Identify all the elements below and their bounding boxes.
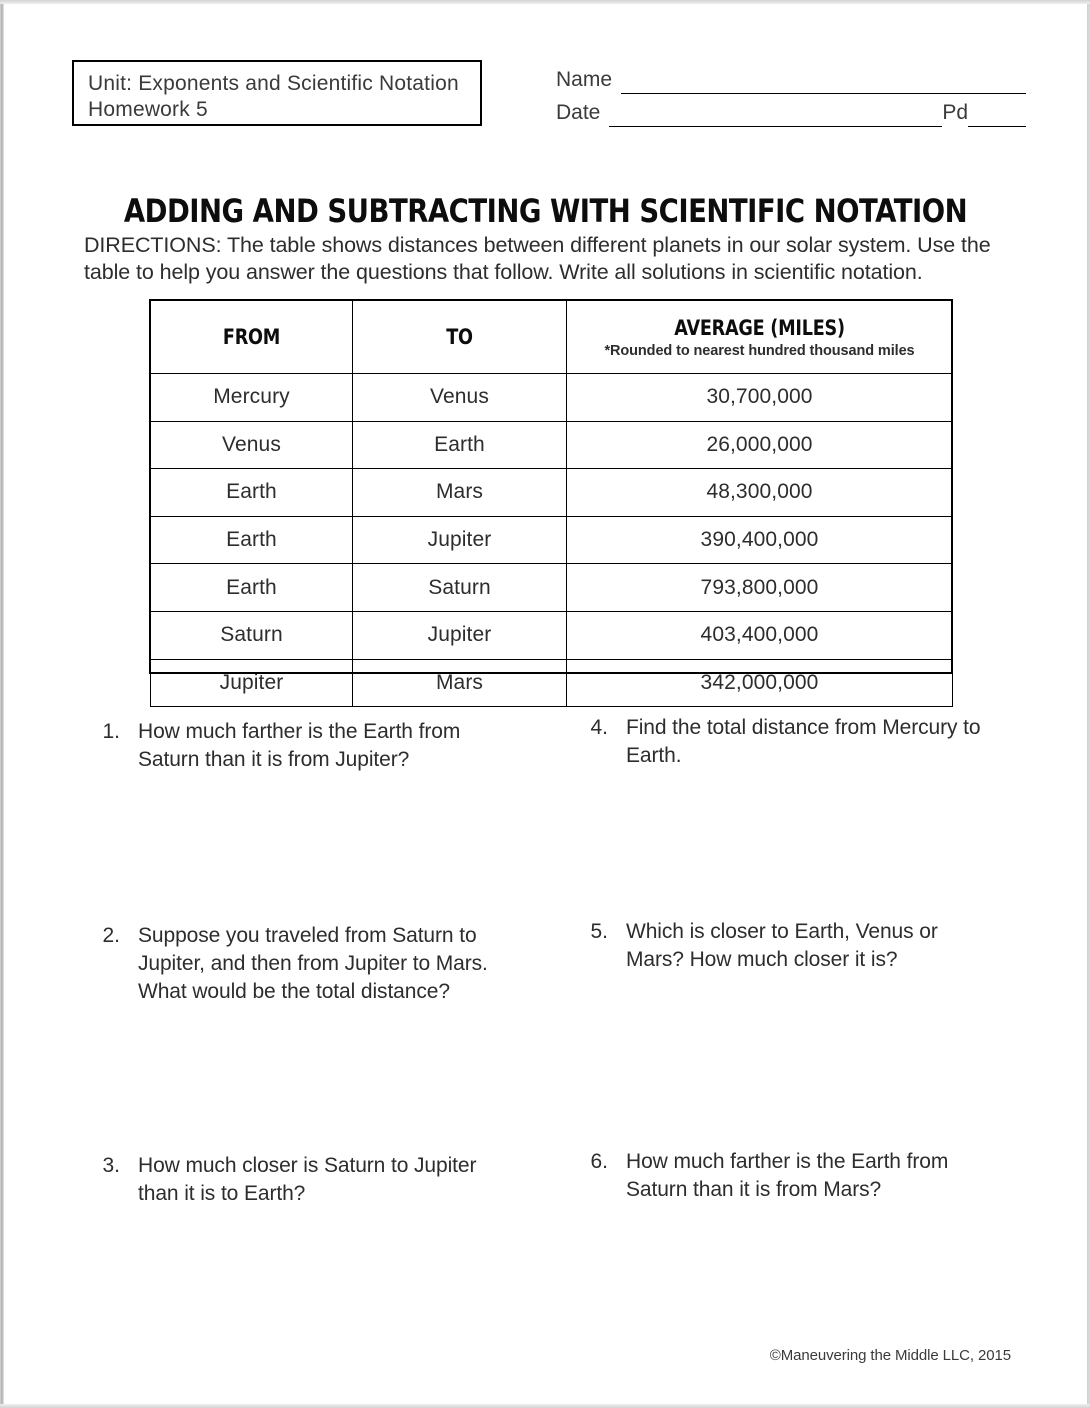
name-input[interactable]: [621, 69, 1026, 94]
cell-average: 30,700,000: [567, 374, 953, 422]
pd-label: Pd: [942, 101, 968, 124]
cell-to: Saturn: [353, 564, 567, 612]
directions-text: DIRECTIONS: The table shows distances between different planets in our solar system. Use the table to help you answer the questions that follow. Write all solutions in scientific notation.: [84, 233, 991, 284]
table-row: [151, 659, 953, 707]
page-edge-bottom: [0, 1404, 1090, 1408]
table-row: [151, 469, 953, 517]
table-row: [151, 516, 953, 564]
column-header-from: FROM: [151, 301, 353, 374]
cell-average: 390,400,000: [567, 516, 953, 564]
question-5-text: Which is closer to Earth, Venus or Mars? How much closer it is?: [626, 920, 938, 971]
question-1-text: How much farther is the Earth from Saturn than it is from Jupiter?: [138, 720, 461, 771]
question-4-text: Find the total distance from Mercury to Earth.: [626, 716, 981, 767]
table-row: [151, 564, 953, 612]
table-row: [151, 611, 953, 659]
unit-info-box: [72, 60, 482, 126]
cell-from: Saturn: [151, 611, 353, 659]
question-3: [82, 1152, 512, 1208]
name-field-row: [556, 61, 1026, 94]
question-4-number: 4.: [590, 716, 608, 739]
cell-to: Mars: [353, 659, 567, 707]
question-6-text: How much farther is the Earth from Saturn than it is from Mars?: [626, 1150, 949, 1201]
average-rounding-note: *Rounded to nearest hundred thousand miles: [604, 342, 915, 359]
cell-to: Earth: [353, 421, 567, 469]
cell-average: 342,000,000: [567, 659, 953, 707]
question-2-text: Suppose you traveled from Saturn to Jupiter, and then from Jupiter to Mars. What would be the total distance?: [138, 924, 488, 1003]
question-5-number: 5.: [590, 920, 608, 943]
question-3-number: 3.: [102, 1154, 120, 1177]
date-field-row: [556, 94, 1026, 127]
column-header-average: AVERAGE (MILES) *Rounded to nearest hundred thousand miles: [567, 301, 953, 374]
cell-to: Jupiter: [353, 516, 567, 564]
cell-from: Earth: [151, 469, 353, 517]
name-label: Name: [556, 68, 613, 91]
unit-name: Unit: Exponents and Scientific Notation: [88, 72, 459, 95]
table-row: [151, 421, 953, 469]
question-6-number: 6.: [590, 1150, 608, 1173]
cell-average: 793,800,000: [567, 564, 953, 612]
table-header-row: [151, 301, 953, 374]
page-title: ADDING AND SUBTRACTING WITH SCIENTIFIC NOTATION: [123, 192, 968, 230]
cell-from: Jupiter: [151, 659, 353, 707]
pd-input[interactable]: [968, 102, 1026, 127]
cell-from: Earth: [151, 516, 353, 564]
cell-from: Venus: [151, 421, 353, 469]
question-4: [570, 714, 1030, 770]
worksheet-page: [4, 4, 1087, 1404]
table-row: [151, 374, 953, 422]
cell-from: Earth: [151, 564, 353, 612]
cell-to: Venus: [353, 374, 567, 422]
cell-average: 403,400,000: [567, 611, 953, 659]
planet-distance-table: [150, 300, 953, 707]
question-1: [82, 718, 502, 774]
question-2: [82, 922, 518, 1006]
cell-average: 48,300,000: [567, 469, 953, 517]
homework-label: Homework 5: [88, 98, 208, 121]
question-3-text: How much closer is Saturn to Jupiter than it is to Earth?: [138, 1154, 477, 1205]
cell-average: 26,000,000: [567, 421, 953, 469]
question-1-number: 1.: [102, 720, 120, 743]
column-header-to: TO: [353, 301, 567, 374]
table-body: [151, 374, 953, 707]
cell-from: Mercury: [151, 374, 353, 422]
question-6: [570, 1148, 1000, 1204]
student-info-block: [556, 61, 1026, 127]
question-5: [570, 918, 990, 974]
copyright-footer: ©Maneuvering the Middle LLC, 2015: [769, 1347, 1011, 1364]
cell-to: Mars: [353, 469, 567, 517]
date-label: Date: [556, 101, 601, 124]
cell-to: Jupiter: [353, 611, 567, 659]
date-input[interactable]: [609, 102, 942, 127]
question-2-number: 2.: [102, 924, 120, 947]
